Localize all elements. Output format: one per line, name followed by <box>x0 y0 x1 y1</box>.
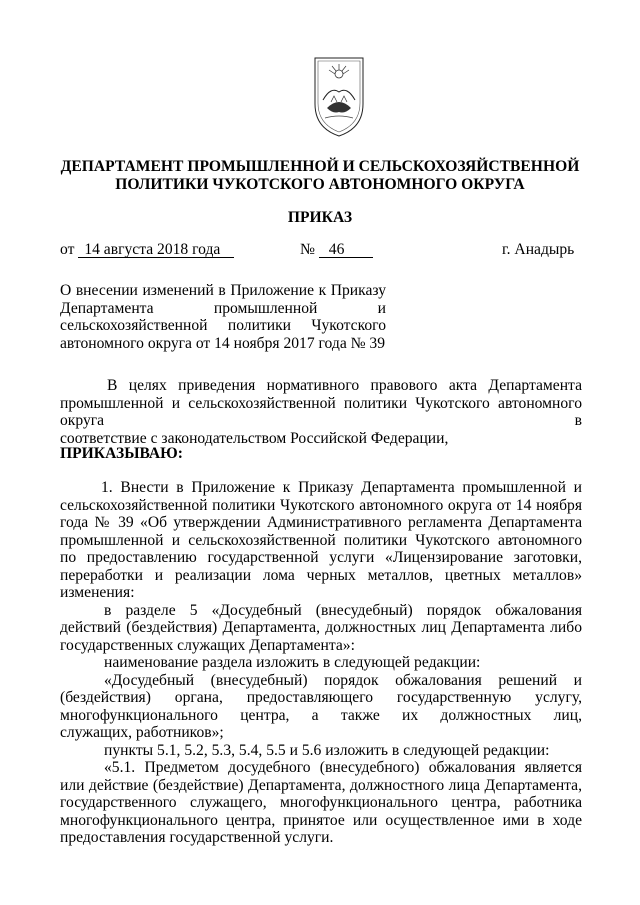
body-line: государственных служащих Департамента»: <box>60 636 355 654</box>
body-line: года № 39 «Об утверждении Административного регламента Департамента <box>60 514 582 531</box>
date-prefix: от <box>60 241 75 258</box>
department-line-2: ПОЛИТИКИ ЧУКОТСКОГО АВТОНОМНОГО ОКРУГА <box>115 176 525 193</box>
order-number: 46 <box>319 242 373 258</box>
body-line: (бездействия) органа, предоставляющего государственную услугу, <box>60 689 582 706</box>
number-prefix: № <box>300 241 315 258</box>
department-name <box>60 158 580 194</box>
preamble-line: промышленной и сельскохозяйственной политики Чукотского автономного округа в <box>60 394 582 429</box>
body-line: или действие (бездействие) Департамента, должностного лица Департамента, <box>60 776 582 794</box>
order-subject <box>60 282 386 353</box>
city: г. Анадырь <box>502 241 575 258</box>
body-line: изменения: <box>60 584 135 601</box>
body-line: наименование раздела изложить в следующей редакции: <box>104 654 481 671</box>
order-word: ПРИКАЗЫВАЮ: <box>60 445 183 462</box>
body-line: предоставления государственной услуги. <box>60 829 334 846</box>
body-line: многофункционального центра, а также их должностных лиц, <box>60 706 582 724</box>
body-line: переработки и реализации лома черных металлов, цветных металлов» <box>60 566 582 584</box>
number-field <box>300 241 373 259</box>
body-line: сельскохозяйственной политики Чукотского автономного округа от 14 ноября <box>60 496 582 514</box>
body-line: государственного служащего, многофункционального центра, работника <box>60 794 582 811</box>
body-line: «5.1. Предметом досудебного (внесудебного) обжалования является <box>104 759 582 776</box>
body-line: действий (бездействия) Департамента, должностных лиц Департамента либо <box>60 619 582 636</box>
subject-line: автономного округа от 14 ноября 2017 года № 39 <box>60 335 386 353</box>
order-date: 14 августа 2018 года <box>78 242 234 258</box>
body-line: служащих, работников»; <box>60 724 224 741</box>
preamble-line: В целях приведения нормативного правового акта Департамента <box>107 377 582 394</box>
preamble <box>60 377 582 447</box>
department-line-1: ДЕПАРТАМЕНТ ПРОМЫШЛЕННОЙ И СЕЛЬСКОХОЗЯЙСТВЕННОЙ <box>60 158 580 175</box>
order-title: ПРИКАЗ <box>287 209 353 226</box>
body-line: по предоставлению государственной услуги «Лицензирование заготовки, <box>60 549 582 566</box>
body-line: промышленной и сельскохозяйственной политики Чукотского автономного <box>60 531 582 549</box>
order-body <box>60 479 582 847</box>
subject-line: сельскохозяйственной политики Чукотского <box>60 317 386 335</box>
body-line: «Досудебный (внесудебный) порядок обжалования решений и <box>104 671 582 689</box>
subject-line: Департамента промышленной и <box>60 299 386 317</box>
body-line: 1. Внести в Приложение к Приказу Департамента промышленной и <box>101 479 582 496</box>
chukotka-coat-of-arms-icon <box>307 52 371 140</box>
preamble-line: соответствие с законодательством Российской Федерации, <box>60 429 449 447</box>
subject-line: О внесении изменений в Приложение к Приказу <box>60 282 386 299</box>
body-line: пункты 5.1, 5.2, 5.3, 5.4, 5.5 и 5.6 изложить в следующей редакции: <box>104 741 550 759</box>
body-line: в разделе 5 «Досудебный (внесудебный) порядок обжалования <box>104 601 582 619</box>
body-line: многофункционального центра, принятое или осуществленное ими в ходе <box>60 811 582 829</box>
date-field <box>60 241 234 259</box>
